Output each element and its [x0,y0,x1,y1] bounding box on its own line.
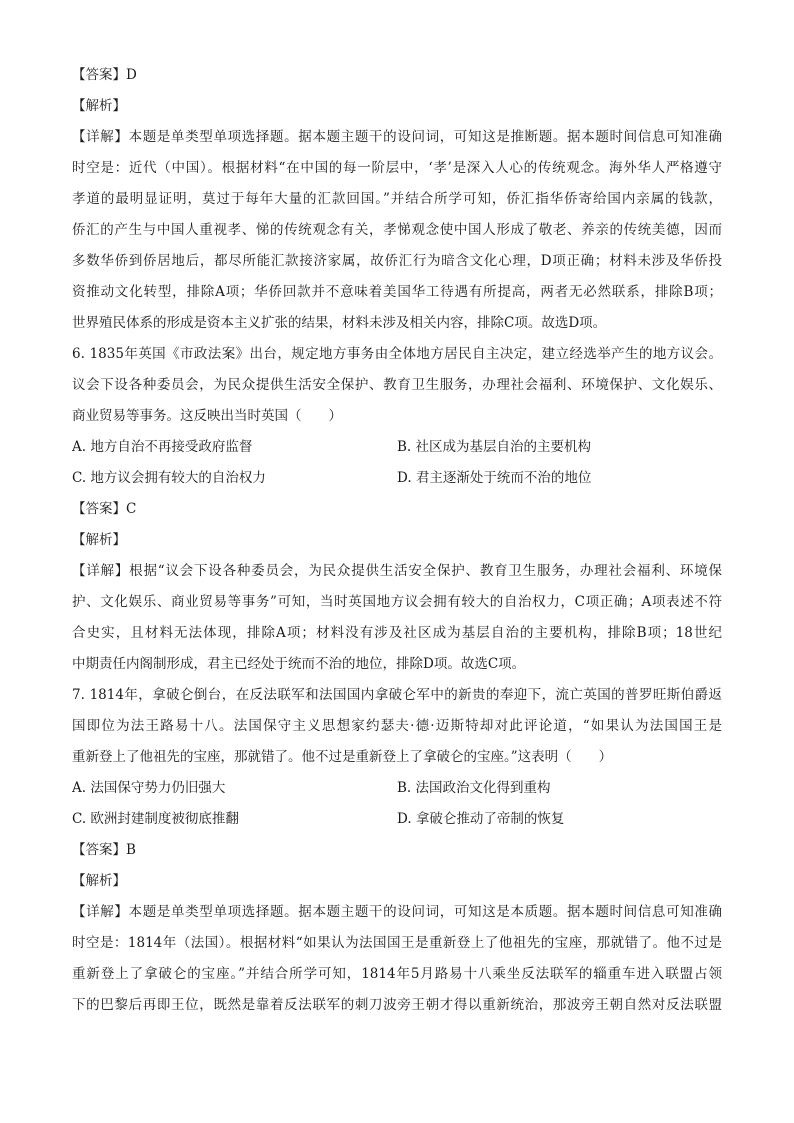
q6-option-a: A. 地方自治不再接受政府监督 [72,439,253,455]
q6-stem-line: 商业贸易等事务。这反映出当时英国（ ） [72,408,342,424]
q7-stem-line: 国即位为法王路易十八。法国保守主义思想家约瑟夫·德·迈斯特却对此评论道，“如果认为法国国王是 [72,718,722,734]
q6-stem-line: 议会下设各种委员会，为民众提供生活安全保护、教育卫生服务，办理社会福利、环境保护、文化娱乐、 [72,377,722,393]
q7-detail-line: 重新登上了拿破仑的宝座。”并结合所学可知，1814年5月路易十八乘坐反法联军的辎重车进入联盟占领 [72,966,722,982]
q7-option-d: D. 拿破仑推动了帝制的恢复 [397,811,565,827]
q6-detail-line: 护、文化娱乐、商业贸易等事务”可知，当时英国地方议会拥有较大的自治权力，C项正确；A项表述不符 [72,594,722,610]
q6-answer: 【答案】C [72,501,137,517]
q5-analysis-label: 【解析】 [72,98,126,114]
q5-detail-line: 侨汇的产生与中国人重视孝、悌的传统观念有关，孝悌观念使中国人形成了敬老、养亲的传统美德，因而 [72,222,722,238]
q7-analysis-label: 【解析】 [72,873,126,889]
document-page [72,60,722,1021]
q6-detail-line: 【详解】根据“议会下设各种委员会，为民众提供生活安全保护、教育卫生服务，办理社会福利、环境保 [72,563,722,579]
q6-detail-line: 中期责任内阁制形成，君主已经处于统而不治的地位，排除D项。故选C项。 [72,656,526,672]
q7-option-b: B. 法国政治文化得到重构 [397,780,551,796]
q6-stem-line: 6. 1835年英国《市政法案》出台，规定地方事务由全体地方居民自主决定，建立经选举产生的地方议会。 [72,346,722,362]
q6-detail-line: 合史实，且材料无法体现，排除A项；材料没有涉及社区成为基层自治的主要机构，排除B项；18世纪 [72,625,722,641]
q6-option-c: C. 地方议会拥有较大的自治权力 [72,470,266,486]
q7-detail-line: 【详解】本题是单类型单项选择题。据本题主题干的设问词，可知这是本质题。据本题时间信息可知准确 [72,904,722,920]
q6-option-b: B. 社区成为基层自治的主要机构 [397,439,592,455]
q7-option-c: C. 欧洲封建制度被彻底推翻 [72,811,239,827]
q5-detail-line: 资推动文化转型，排除A项；华侨回款并不意味着美国华工待遇有所提高，两者无必然联系，排除B项； [72,284,722,300]
q7-options-row-2 [72,804,722,835]
q6-option-d: D. 君主逐渐处于统而不治的地位 [397,470,592,486]
q7-stem-line: 重新登上了他祖先的宝座，那就错了。他不过是重新登上了拿破仑的宝座。”这表明（ ） [72,749,613,765]
q7-detail-line: 时空是：1814年（法国）。根据材料“如果认为法国国王是重新登上了他祖先的宝座，那就错了。他不过是 [72,935,722,951]
q5-detail-line: 多数华侨到侨居地后，都尽所能汇款接济家属，故侨汇行为暗含文化心理，D项正确；材料未涉及华侨投 [72,253,722,269]
q5-detail-line: 【详解】本题是单类型单项选择题。据本题主题干的设问词，可知这是推断题。据本题时间信息可知准确 [72,129,722,145]
q7-options-row-1 [72,773,722,804]
q5-detail-line: 孝道的最明显证明，莫过于每年大量的汇款回国。”并结合所学可知，侨汇指华侨寄给国内亲属的钱款， [72,191,722,207]
q7-answer: 【答案】B [72,842,136,858]
q6-options-row-2 [72,463,722,494]
q6-analysis-label: 【解析】 [72,532,126,548]
q7-stem-line: 7. 1814年，拿破仑倒台，在反法联军和法国国内拿破仑军中的新贵的奉迎下，流亡英国的普罗旺斯伯爵返 [72,687,722,703]
q7-detail-line: 下的巴黎后再即王位，既然是靠着反法联军的刺刀波旁王朝才得以重新统治，那波旁王朝自然对反法联盟 [72,997,722,1013]
q5-detail-line: 时空是：近代（中国）。根据材料“在中国的每一阶层中，‘孝’是深入人心的传统观念。海外华人严格遵守 [72,160,722,176]
q6-options-row-1 [72,432,722,463]
q5-answer: 【答案】D [72,67,137,83]
q5-detail-line: 世界殖民体系的形成是资本主义扩张的结果，材料未涉及相关内容，排除C项。故选D项。 [72,315,607,331]
q7-option-a: A. 法国保守势力仍旧强大 [72,780,226,796]
